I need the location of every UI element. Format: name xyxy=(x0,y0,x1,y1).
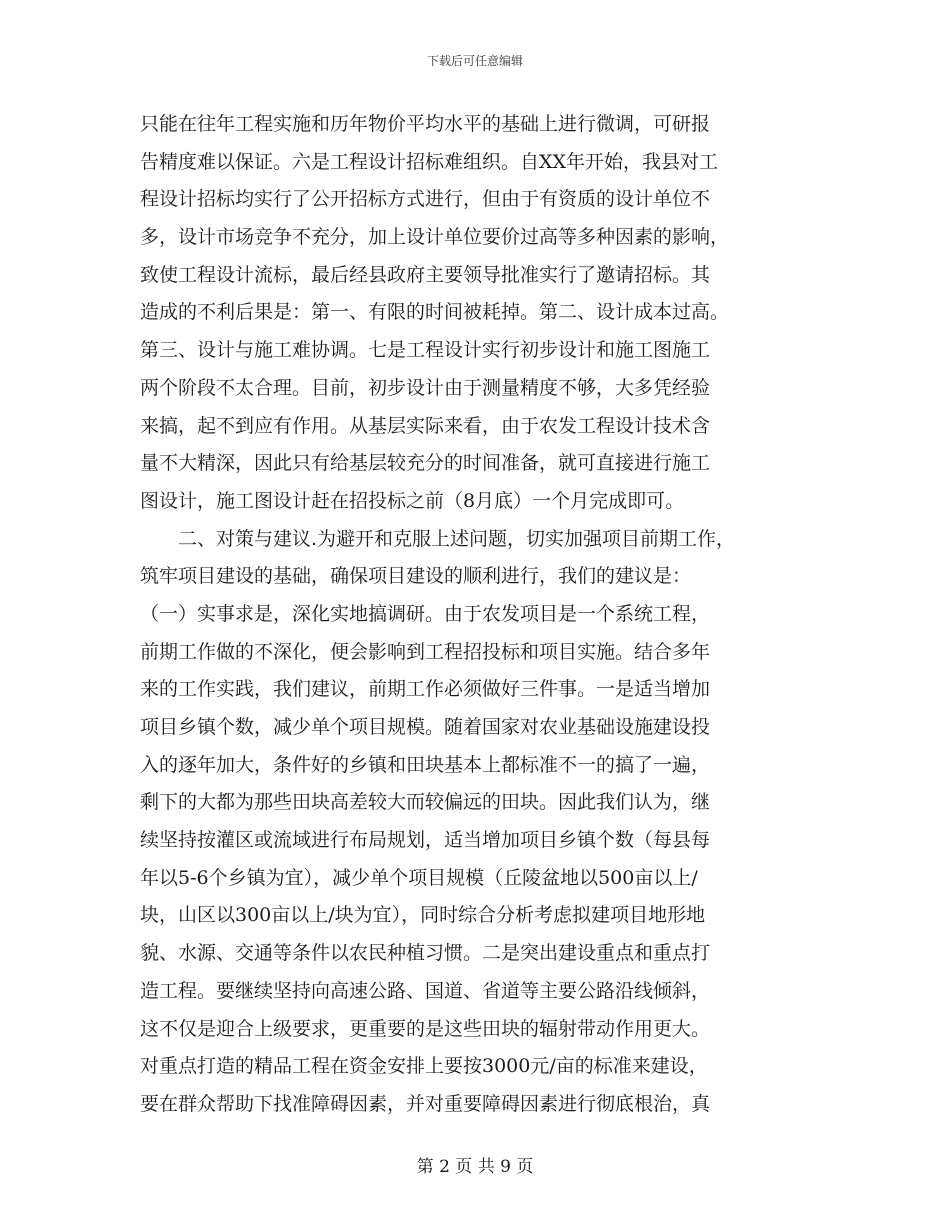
text-line: 只能在往年工程实施和历年物价平均水平的基础上进行微调，可研报 xyxy=(140,113,711,135)
text-line: 剩下的大都为那些田块高差较大而较偏远的田块。因此我们认为，继 xyxy=(140,791,711,814)
text-line: 对重点打造的精品工程在资金安排上要按3000元/亩的标准来建设， xyxy=(140,1055,708,1078)
text-line: 筑牢项目建设的基础，确保项目建设的顺利进行，我们的建议是： xyxy=(140,565,692,588)
text-line: 造成的不利后果是：第一、有限的时间被耗掉。第二、设计成本过高。 xyxy=(140,301,730,324)
text-line: 入的逐年加大，条件好的乡镇和田块基本上都标准不一的搞了一遍， xyxy=(140,753,711,776)
document-body xyxy=(140,106,820,1124)
text-line: 量不大精深，因此只有给基层较充分的时间准备，就可直接进行施工 xyxy=(140,452,711,475)
text-line: 来的工作实践，我们建议，前期工作必须做好三件事。一是适当增加 xyxy=(140,678,711,701)
text-line: 图设计，施工图设计赶在招投标之前（8月底）一个月完成即可。 xyxy=(140,489,685,512)
text-line: 这不仅是迎合上级要求，更重要的是这些田块的辐射带动作用更大。 xyxy=(140,1017,711,1040)
text-line: 程设计招标均实行了公开招标方式进行，但由于有资质的设计单位不 xyxy=(140,188,711,211)
text-line: 前期工作做的不深化，便会影响到工程招投标和项目实施。结合多年 xyxy=(140,640,711,663)
text-line: 告精度难以保证。六是工程设计招标难组织。自XX年开始，我县对工 xyxy=(140,150,719,173)
text-line: 两个阶段不太合理。目前，初步设计由于测量精度不够，大多凭经验 xyxy=(140,376,711,399)
text-line: 续坚持按灌区或流域进行布局规划，适当增加项目乡镇个数（每县每 xyxy=(140,829,711,852)
text-line: 块，山区以300亩以上/块为宜），同时综合分析考虑拟建项目地形地 xyxy=(140,904,706,927)
text-line: 来搞，起不到应有作用。从基层实际来看，由于农发工程设计技术含 xyxy=(140,414,711,437)
text-line: 年以5-6个乡镇为宜），减少单个项目规模（丘陵盆地以500亩以上/ xyxy=(140,866,698,889)
page-footer: 第 2 页 共 9 页 xyxy=(416,1157,534,1177)
text-line: 致使工程设计流标，最后经县政府主要领导批准实行了邀请招标。其 xyxy=(140,263,711,286)
page-header: 下载后可任意编辑 xyxy=(426,54,523,68)
text-line: 二、对策与建议.为避开和克服上述问题，切实加强项目前期工作， xyxy=(140,527,736,550)
text-line: 要在群众帮助下找准障碍因素，并对重要障碍因素进行彻底根治，真 xyxy=(140,1092,711,1115)
text-line: 造工程。要继续坚持向高速公路、国道、省道等主要公路沿线倾斜， xyxy=(140,979,711,1002)
text-line: 貌、水源、交通等条件以农民种植习惯。二是突出建设重点和重点打 xyxy=(140,942,711,965)
text-line: （一）实事求是，深化实地搞调研。由于农发项目是一个系统工程， xyxy=(140,602,711,625)
text-line: 项目乡镇个数，减少单个项目规模。随着国家对农业基础设施建设投 xyxy=(140,716,711,738)
text-line: 多，设计市场竞争不充分，加上设计单位要价过高等多种因素的影响， xyxy=(140,226,730,249)
text-line: 第三、设计与施工难协调。七是工程设计实行初步设计和施工图施工 xyxy=(140,339,711,362)
